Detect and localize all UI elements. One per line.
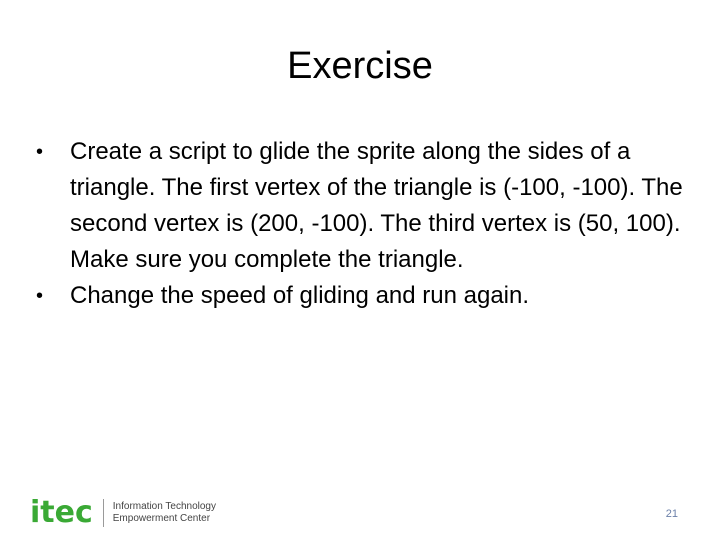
bullet-icon: • (36, 285, 44, 307)
logo-text-line2: Empowerment Center (112, 513, 211, 524)
page-number: 21 (665, 508, 678, 520)
bullet-item (36, 134, 686, 278)
logo-mark: itec (30, 495, 93, 530)
bullet-list (36, 134, 686, 314)
bullet-icon: • (36, 141, 44, 163)
bullet-text: Change the speed of gliding and run again. (70, 282, 530, 309)
logo-divider (103, 499, 104, 527)
slide-title: Exercise (287, 45, 433, 87)
logo-text (113, 501, 216, 525)
bullet-item (36, 278, 686, 314)
itec-logo (30, 497, 216, 529)
bullet-text: Create a script to glide the sprite along the sides of a triangle. The first vertex of the triangle is (-100, -100). The second vertex is (200, -100). The third vertex is (50, 100). Make sure you complete the triangle. (70, 138, 683, 273)
logo-text-line1: Information Technology (112, 501, 216, 512)
